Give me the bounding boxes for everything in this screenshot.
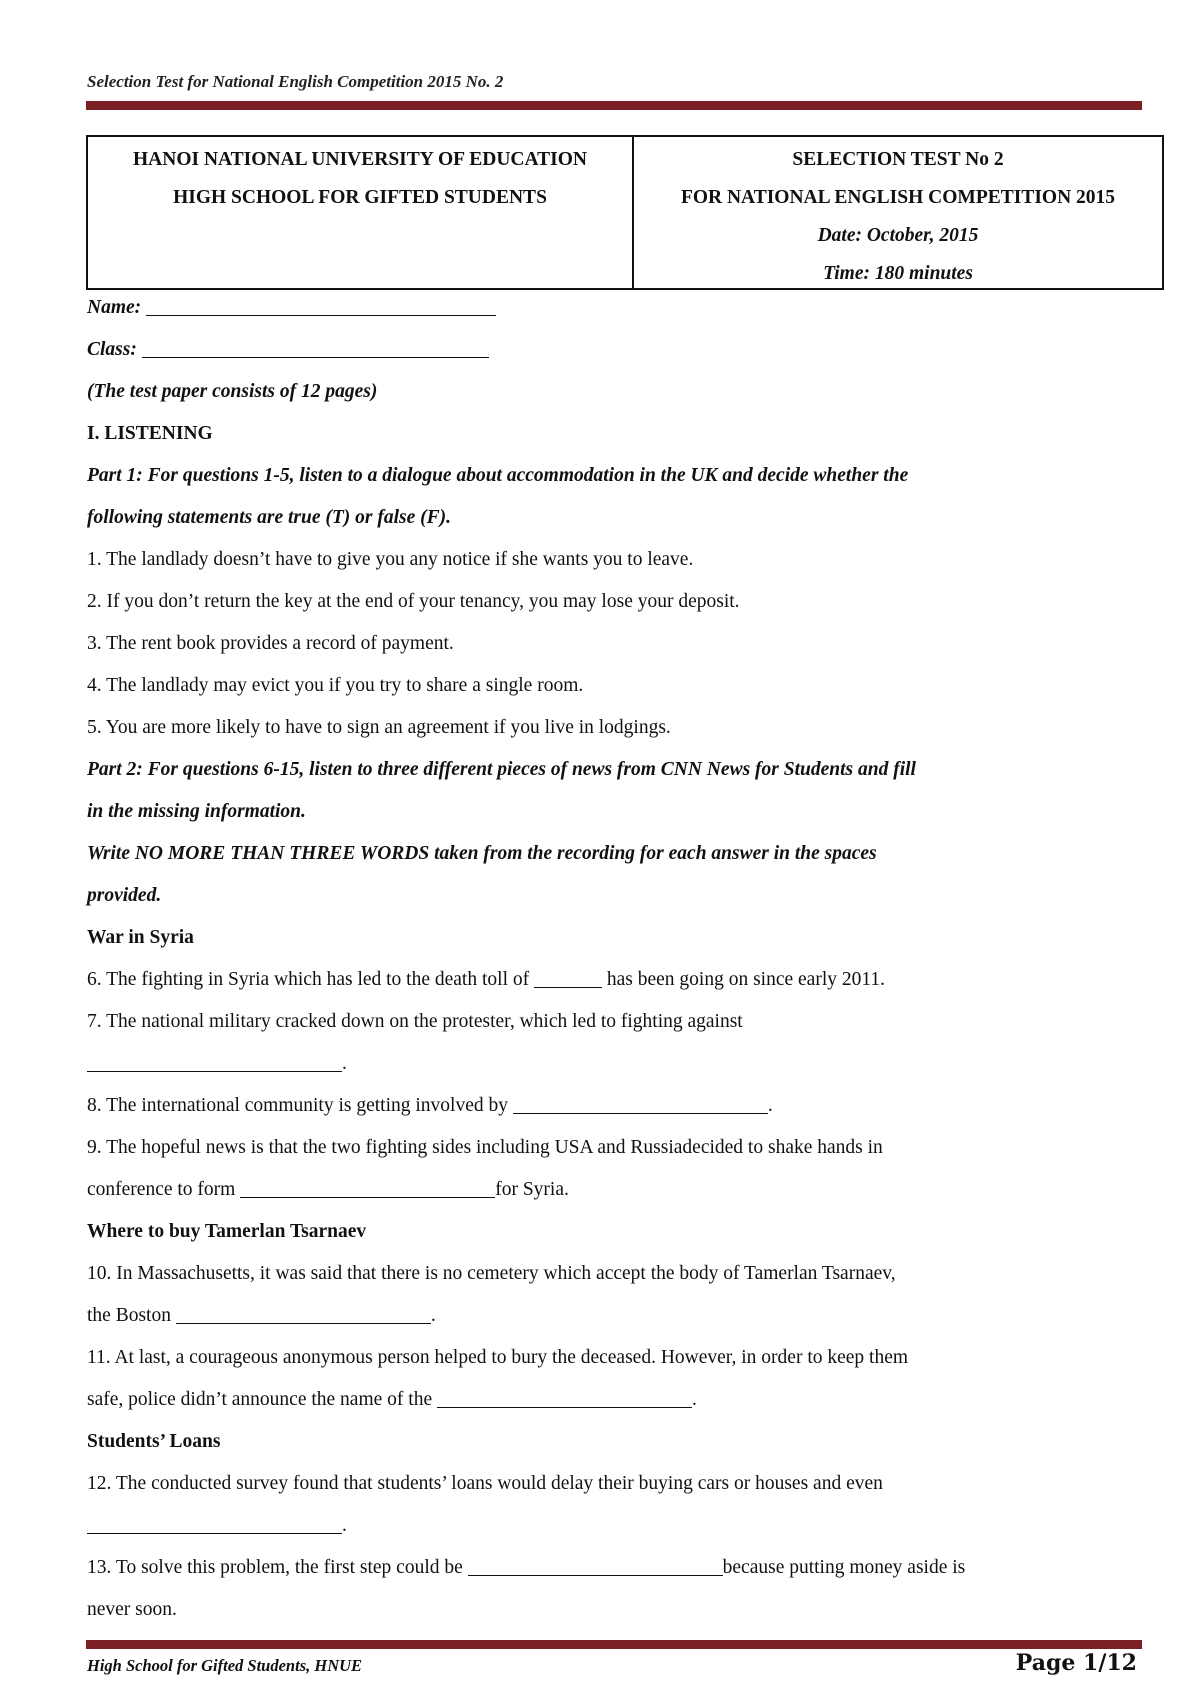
news-heading-loans: Students’ Loans	[87, 1431, 221, 1452]
question-11: 11. At last, a courageous anonymous person helped to bury the deceased. However, in order to keep them	[87, 1347, 909, 1368]
question-7: 7. The national military cracked down on the protester, which led to fighting against	[87, 1011, 743, 1032]
question-1: 1. The landlady doesn’t have to give you any notice if she wants you to leave.	[87, 549, 694, 570]
question-9-text-b: conference to form	[87, 1179, 236, 1200]
answer-blank-10[interactable]	[176, 1304, 431, 1325]
answer-blank-6[interactable]	[534, 968, 602, 989]
running-header: Selection Test for National English Competition 2015 No. 2	[87, 72, 504, 91]
question-13	[87, 1547, 1157, 1589]
header-table	[86, 135, 1164, 290]
name-label: Name:	[87, 297, 142, 318]
question-4: 4. The landlady may evict you if you try to share a single room.	[87, 675, 584, 696]
question-3: 3. The rent book provides a record of payment.	[87, 633, 454, 654]
footer-rule	[86, 1640, 1142, 1649]
question-9: 9. The hopeful news is that the two fighting sides including USA and Russiadecided to shake hands in	[87, 1137, 883, 1158]
question-5: 5. You are more likely to have to sign an agreement if you live in lodgings.	[87, 717, 671, 738]
part2-instruction-line2: in the missing information.	[87, 801, 306, 822]
pages-note: (The test paper consists of 12 pages)	[87, 381, 378, 402]
news-heading-tsarnaev: Where to buy Tamerlan Tsarnaev	[87, 1221, 367, 1242]
question-2: 2. If you don’t return the key at the end of your tenancy, you may lose your deposit.	[87, 591, 740, 612]
page-number: Page 1/12	[1015, 1650, 1137, 1676]
question-8	[87, 1085, 1157, 1127]
question-13-text-b: because putting money aside is	[722, 1557, 966, 1578]
class-field[interactable]	[142, 338, 489, 359]
period: .	[342, 1053, 347, 1074]
question-11-line2	[87, 1379, 1157, 1421]
answer-blank-11[interactable]	[437, 1388, 692, 1409]
question-10-line2	[87, 1295, 1157, 1337]
answer-blank-13[interactable]	[468, 1556, 723, 1577]
test-content	[87, 287, 1157, 1631]
part2-instruction-line4: provided.	[87, 885, 162, 906]
period: .	[430, 1305, 436, 1326]
question-6-text-a: 6. The fighting in Syria which has led to the death toll of	[87, 969, 530, 990]
question-12-blank-line	[87, 1505, 1157, 1547]
question-13-text-a: 13. To solve this problem, the first step could be	[87, 1557, 463, 1578]
name-row	[87, 287, 1157, 329]
period: .	[691, 1389, 697, 1410]
question-9-text-c: for Syria.	[495, 1179, 569, 1200]
answer-blank-12[interactable]	[87, 1514, 342, 1535]
school-name: HIGH SCHOOL FOR GIFTED STUDENTS	[173, 187, 547, 208]
question-6-text-b: has been going on since early 2011.	[606, 969, 886, 990]
period: .	[767, 1095, 773, 1116]
part1-instruction-line1: Part 1: For questions 1-5, listen to a dialogue about accommodation in the UK and decide whether the	[87, 465, 909, 486]
footer-school: High School for Gifted Students, HNUE	[87, 1656, 363, 1675]
question-10: 10. In Massachusetts, it was said that there is no cemetery which accept the body of Tamerlan Tsarnaev,	[87, 1263, 896, 1284]
question-13-line2: never soon.	[87, 1599, 177, 1620]
question-12: 12. The conducted survey found that students’ loans would delay their buying cars or houses and even	[87, 1473, 883, 1494]
school-info	[88, 137, 634, 288]
question-8-text: 8. The international community is getting involved by	[87, 1095, 508, 1116]
competition-name: FOR NATIONAL ENGLISH COMPETITION 2015	[680, 187, 1116, 208]
news-heading-syria: War in Syria	[87, 927, 194, 948]
test-info	[634, 137, 1162, 288]
period: .	[342, 1515, 347, 1536]
name-field[interactable]	[146, 296, 496, 317]
header-rule	[86, 101, 1142, 110]
test-title: SELECTION TEST No 2	[792, 149, 1004, 170]
answer-blank-8[interactable]	[513, 1094, 768, 1115]
section-heading-listening: I. LISTENING	[87, 423, 213, 444]
class-label: Class:	[87, 339, 137, 360]
test-date: Date: October, 2015	[817, 225, 979, 246]
test-time: Time: 180 minutes	[823, 263, 973, 284]
answer-blank-7[interactable]	[87, 1052, 342, 1073]
part2-instruction-line3: Write NO MORE THAN THREE WORDS taken from the recording for each answer in the spaces	[87, 843, 877, 864]
answer-blank-9[interactable]	[240, 1178, 495, 1199]
question-10-text-b: the Boston	[87, 1305, 171, 1326]
part1-instruction-line2: following statements are true (T) or false (F).	[87, 507, 451, 528]
question-6	[87, 959, 1157, 1001]
question-9-line2	[87, 1169, 1157, 1211]
part2-instruction-line1: Part 2: For questions 6-15, listen to three different pieces of news from CNN News for Students and fill	[87, 759, 916, 780]
question-11-text-b: safe, police didn’t announce the name of the	[87, 1389, 433, 1410]
university-name: HANOI NATIONAL UNIVERSITY OF EDUCATION	[133, 149, 587, 170]
class-row	[87, 329, 1157, 371]
question-7-blank-line	[87, 1043, 1157, 1085]
